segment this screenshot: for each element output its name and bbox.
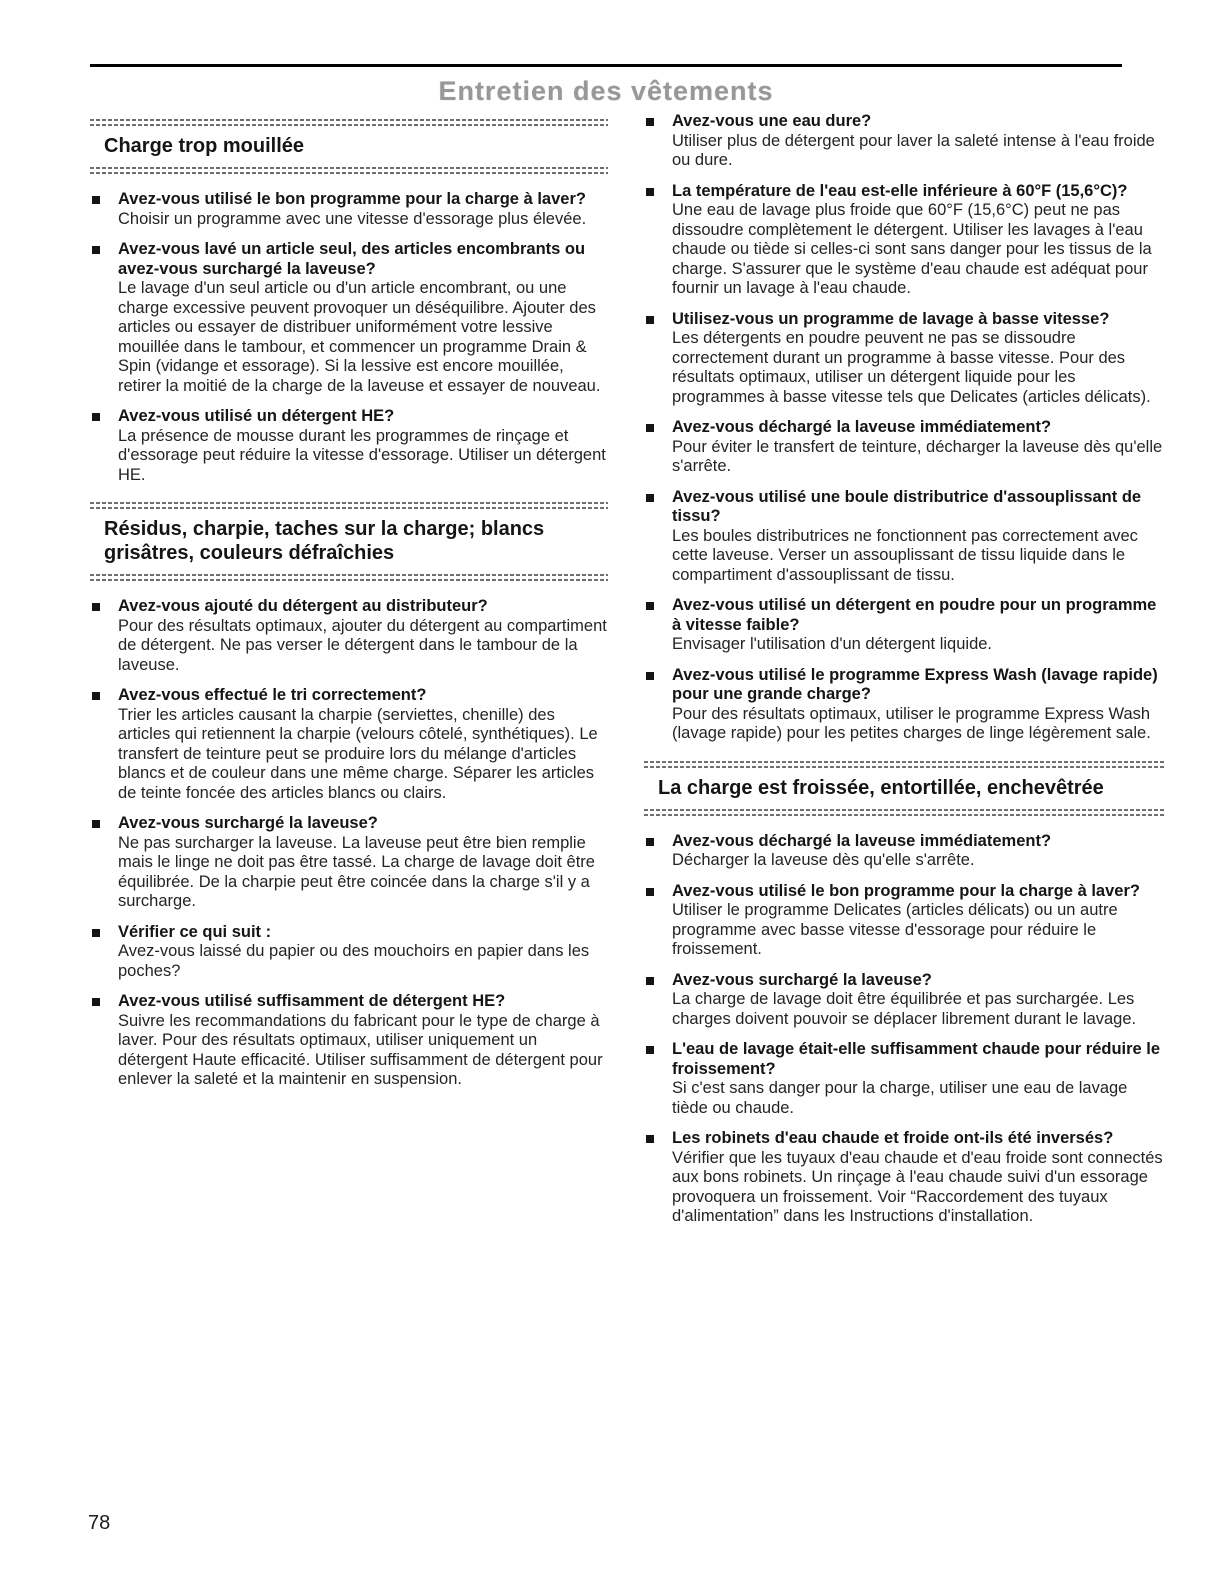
section-title: Résidus, charpie, taches sur la charge; blancs grisâtres, couleurs défraîchies [104, 518, 545, 564]
answer-text: Trier les articles causant la charpie (serviettes, chenille) des articles qui retiennent la charpie (velours côtelé, synthétiques). Le transfert de teinture peut se produire lors du mélange d'articles blancs et de couleur dans une même charge. Séparer les articles de teinte foncée des articles blancs ou clairs. [118, 705, 598, 802]
right-column [644, 112, 1166, 1238]
answer-text: Le lavage d'un seul article ou d'un article encombrant, ou une charge excessive peuvent provoquer un déséquilibre. Ajouter des articles ou essayer de distribuer uniformément votre lessive mouillée dans le tambour, et commencer un programme Drain & Spin (vidange et essorage). Si la lessive est encore mouillée, retirer la moitié de la charge de la laveuse et essayer de nouveau. [118, 279, 601, 395]
question-text: Avez-vous effectué le tri correctement? [118, 686, 427, 704]
answer-text: Les boules distributrices ne fonctionnent pas correctement avec cette laveuse. Verser un assouplissant de tissu liquide dans le compartiment d'assouplissant de tissu. [672, 526, 1138, 584]
bullet-square-icon [92, 413, 100, 421]
qa-item [644, 1040, 1166, 1118]
header-rule [90, 64, 1122, 67]
question-text: Avez-vous utilisé une boule distributrice d'assouplissant de tissu? [672, 487, 1142, 525]
answer-text: Pour des résultats optimaux, ajouter du détergent au compartiment de détergent. Ne pas verser le détergent dans le tambour de la laveuse. [118, 616, 607, 674]
section-header [644, 760, 1166, 816]
bullet-square-icon [646, 977, 654, 985]
qa-item [90, 240, 608, 396]
section-title: La charge est froissée, entortillée, enchevêtrée [658, 776, 1104, 799]
bullet-square-icon [646, 188, 654, 196]
answer-text: Choisir un programme avec une vitesse d'essorage plus élevée. [118, 209, 587, 228]
answer-text: Utiliser plus de détergent pour laver la saleté intense à l'eau froide ou dure. [672, 131, 1155, 169]
question-text: Avez-vous utilisé le bon programme pour la charge à laver? [118, 190, 586, 208]
answer-text: Suivre les recommandations du fabricant pour le type de charge à laver. Pour des résultats optimaux, utiliser uniquement un détergent Haute efficacité. Utiliser suffisamment de détergent pour enlever la saleté et la maintenir en suspension. [118, 1011, 603, 1088]
question-text: Avez-vous utilisé le bon programme pour la charge à laver? [672, 881, 1140, 900]
answer-text: Les détergents en poudre peuvent ne pas se dissoudre correctement durant un programme à basse vitesse. Pour des résultats optimaux, utiliser un détergent liquide pour les programmes à basse vitesse tels que Delicates (articles délicats). [672, 329, 1151, 406]
question-text: Avez-vous surchargé la laveuse? [672, 970, 932, 989]
bullet-square-icon [646, 424, 654, 432]
qa-item [644, 1129, 1166, 1227]
bullet-square-icon [646, 672, 654, 680]
question-text: Les robinets d'eau chaude et froide ont-ils été inversés? [672, 1129, 1114, 1147]
bullet-square-icon [92, 246, 100, 254]
qa-item [644, 666, 1166, 744]
section-header [90, 118, 608, 174]
qa-item [90, 992, 608, 1090]
question-text: Avez-vous utilisé un détergent en poudre pour un programme à vitesse faible? [672, 596, 1157, 634]
answer-text: Une eau de lavage plus froide que 60°F (15,6°C) peut ne pas dissoudre complètement le détergent. Utiliser les lavages à l'eau chaude ou tiède si celles-ci sont sans danger pour les tissus de la charge. S'assurer que le système d'eau chaude est adéquat pour fournir un lavage à l'eau chaude. [672, 201, 1152, 297]
qa-item [644, 596, 1166, 655]
qa-item [644, 488, 1166, 586]
page-title: Entretien des vêtements [438, 76, 774, 106]
bullet-square-icon [92, 820, 100, 828]
answer-text: Utiliser le programme Delicates (articles délicats) ou un autre programme avec basse vitesse d'essorage pour réduire le froissement. [672, 901, 1118, 958]
answer-text: Si c'est sans danger pour la charge, utiliser une eau de lavage tiède ou chaude. [672, 1079, 1128, 1117]
answer-text: Pour des résultats optimaux, utiliser le programme Express Wash (lavage rapide) pour les petites charges de linge légèrement sale. [672, 704, 1151, 742]
bullet-square-icon [646, 602, 654, 610]
answer-text: La charge de lavage doit être équilibrée et pas surchargée. Les charges doivent pouvoir se déplacer librement durant le lavage. [672, 990, 1137, 1028]
bullet-square-icon [92, 929, 100, 937]
dashed-divider [90, 166, 608, 174]
qa-item [90, 686, 608, 803]
question-text: Avez-vous surchargé la laveuse? [118, 814, 378, 832]
bullet-square-icon [92, 692, 100, 700]
question-text: Avez-vous utilisé le programme Express Wash (lavage rapide) pour une grande charge? [672, 665, 1158, 703]
qa-item [644, 310, 1166, 408]
page-number: 78 [88, 1512, 111, 1534]
left-column [90, 112, 608, 1101]
bullet-square-icon [92, 998, 100, 1006]
bullet-square-icon [646, 1046, 654, 1054]
qa-item [90, 407, 608, 485]
section-title: Charge trop mouillée [104, 135, 305, 157]
bullet-square-icon [92, 603, 100, 611]
answer-text: Vérifier que les tuyaux d'eau chaude et d'eau froide sont connectés aux bons robinets. Un rinçage à l'eau chaude suivi d'un essorage provoquera un froissement. Voir “Raccordement des tuyaux d'alimentation” dans les Instructions d'installation. [672, 1148, 1163, 1225]
question-text: Vérifier ce qui suit : [118, 922, 272, 941]
answer-text: Envisager l'utilisation d'un détergent liquide. [672, 635, 993, 653]
qa-item [90, 814, 608, 912]
content-columns [90, 112, 1166, 1238]
qa-item [90, 597, 608, 675]
qa-item [90, 190, 608, 229]
qa-item [644, 971, 1166, 1030]
bullet-square-icon [646, 118, 654, 126]
question-text: Avez-vous une eau dure? [672, 112, 872, 130]
bullet-square-icon [646, 888, 654, 896]
dashed-divider [90, 573, 608, 581]
question-text: Avez-vous déchargé la laveuse immédiatement? [672, 831, 1052, 850]
question-text: Avez-vous utilisé suffisamment de détergent HE? [118, 992, 506, 1010]
bullet-square-icon [646, 838, 654, 846]
dashed-divider [644, 808, 1166, 816]
qa-item [644, 882, 1166, 960]
answer-text: Décharger la laveuse dès qu'elle s'arrête. [672, 851, 975, 869]
question-text: L'eau de lavage était-elle suffisamment chaude pour réduire le froissement? [672, 1040, 1161, 1078]
qa-item [90, 923, 608, 982]
answer-text: Avez-vous laissé du papier ou des mouchoirs en papier dans les poches? [118, 942, 590, 980]
dashed-divider [90, 118, 608, 126]
dashed-divider [90, 501, 608, 509]
bullet-square-icon [646, 494, 654, 502]
question-text: La température de l'eau est-elle inférieure à 60°F (15,6°C)? [672, 181, 1128, 200]
question-text: Avez-vous lavé un article seul, des articles encombrants ou avez-vous surchargé la laveuse? [118, 240, 586, 278]
bullet-square-icon [646, 1135, 654, 1143]
question-text: Utilisez-vous un programme de lavage à basse vitesse? [672, 309, 1110, 328]
dashed-divider [644, 760, 1166, 768]
answer-text: La présence de mousse durant les programmes de rinçage et d'essorage peut réduire la vitesse d'essorage. Utiliser un détergent HE. [118, 426, 606, 484]
bullet-square-icon [92, 196, 100, 204]
qa-item [644, 112, 1166, 171]
qa-item [644, 832, 1166, 871]
qa-item [644, 418, 1166, 477]
qa-item [644, 182, 1166, 299]
answer-text: Ne pas surcharger la laveuse. La laveuse peut être bien remplie mais le linge ne doit pas être tassé. La charge de lavage doit être équilibrée. De la charpie peut être coincée dans la charge s'il y a surcharge. [118, 833, 595, 910]
question-text: Avez-vous utilisé un détergent HE? [118, 407, 395, 425]
section-header [90, 501, 608, 581]
question-text: Avez-vous ajouté du détergent au distributeur? [118, 597, 488, 615]
bullet-square-icon [646, 316, 654, 324]
question-text: Avez-vous déchargé la laveuse immédiatement? [672, 418, 1052, 436]
answer-text: Pour éviter le transfert de teinture, décharger la laveuse dès qu'elle s'arrête. [672, 437, 1163, 475]
